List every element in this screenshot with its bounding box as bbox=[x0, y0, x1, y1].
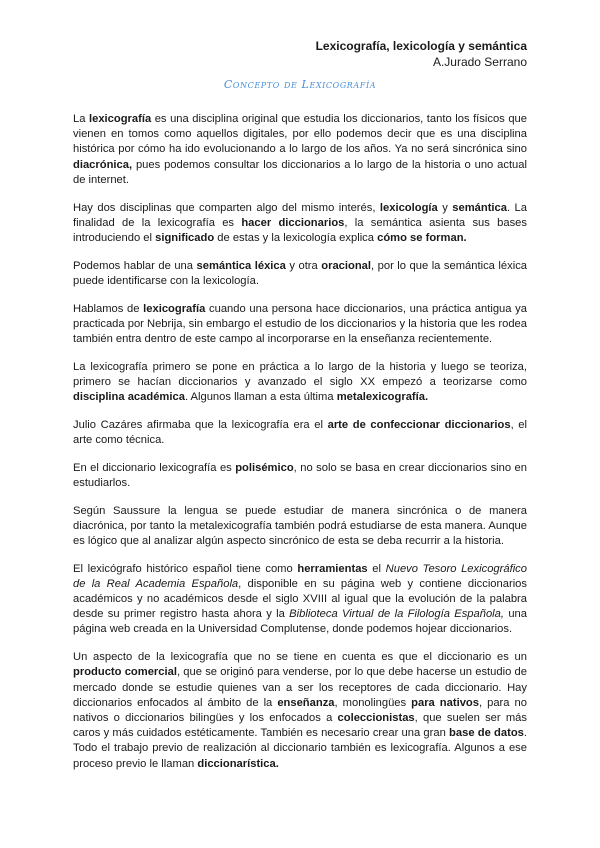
bold-term: herramientas bbox=[297, 562, 368, 575]
paragraph-p6 bbox=[73, 418, 527, 448]
text-segment: . Algunos llaman a esta última bbox=[184, 391, 337, 404]
paragraph-p10 bbox=[73, 650, 527, 772]
paragraph-p1 bbox=[73, 112, 527, 188]
text-segment: . Todo el trabajo previo de realización al diccionario también es lexicografía. Algunos a ese proceso previo le llaman bbox=[73, 727, 527, 770]
bold-term: lexicografía bbox=[143, 302, 206, 315]
italic-title: Nuevo Tesoro Lexicográfico de la Real Academia Española bbox=[73, 562, 527, 590]
text-segment: y otra bbox=[285, 259, 322, 272]
paragraph-p8 bbox=[73, 504, 527, 550]
text-segment: , para no nativos o diccionarios bilingües y los enfocados a bbox=[73, 696, 527, 724]
text-segment: , monolingües bbox=[334, 696, 412, 709]
document-body bbox=[73, 112, 527, 784]
text-segment: Podemos hablar de una bbox=[73, 259, 197, 272]
text-segment: , no solo se basa en crear diccionarios sino en estudiarlos. bbox=[73, 461, 527, 489]
text-segment: Hablamos de bbox=[73, 302, 144, 315]
text-segment: , disponible en su página web y contiene diccionarios académicos y no académicos desde el siglo XVIII al igual que la evolución de la palabra desde su primer registro hasta ahora y la bbox=[73, 577, 528, 621]
text-segment: Según Saussure la lengua se puede estudiar de manera sincrónica o de manera diacrónica, por tanto la metalexicografía también podrá estudiarse de esta manera. Aunque es lógico que al analizar algún aspecto sincrónico de esta se deba recurrir a la historia. bbox=[73, 504, 527, 547]
bold-term: para nativos bbox=[411, 696, 479, 709]
text-segment: , que se originó para venderse, por lo que debe hacerse un estudio de mercado donde se estudie quienes van a ser los receptores de cada diccionario. Hay diccionarios enfocados al ámbito de la bbox=[73, 666, 527, 709]
bold-term: metalexicografía. bbox=[336, 391, 429, 404]
text-segment: cuando una persona hace diccionarios, una práctica antigua ya practicada por Nebrija, sin embargo el estudio de los diccionarios y la historia que les rodea también entra dentro de este campo al incorporarse en la enseñanza recientemente. bbox=[73, 302, 527, 345]
bold-term: oracional bbox=[321, 259, 372, 272]
paragraph-p9 bbox=[73, 562, 527, 638]
bold-term: diacrónica, bbox=[73, 158, 133, 171]
bold-term: hacer diccionarios bbox=[241, 216, 345, 229]
course-title: Lexicografía, lexicología y semántica bbox=[315, 39, 527, 53]
text-segment: el bbox=[367, 562, 386, 575]
paragraph-p7 bbox=[73, 461, 527, 491]
text-segment: La lexicografía primero se pone en práctica a lo largo de la historia y luego se teoriza, primero se hacían diccionarios y avanzado el siglo XX empezó a teorizarse como bbox=[73, 360, 527, 388]
paragraph-p4 bbox=[73, 302, 527, 348]
italic-title: Biblioteca Virtual de la Filología Española, bbox=[289, 608, 504, 621]
bold-term: diccionarística. bbox=[197, 757, 279, 770]
bold-term: lexicología bbox=[379, 201, 438, 214]
bold-term: semántica bbox=[452, 201, 507, 214]
page-title: Concepto de Lexicografía bbox=[223, 78, 377, 91]
bold-term: arte de confeccionar diccionarios bbox=[327, 418, 511, 431]
text-segment: , que suelen ser más caros y más cuidados estéticamente. También es necesario crear una gran bbox=[73, 712, 527, 740]
document-header bbox=[316, 38, 527, 70]
text-segment: pues podemos consultar los diccionarios a lo largo de la historia o uno actual de internet. bbox=[73, 158, 527, 186]
bold-term: producto comercial bbox=[73, 666, 177, 679]
bold-term: polisémico bbox=[235, 461, 294, 474]
bold-term: significado bbox=[155, 231, 215, 244]
text-segment: La bbox=[73, 113, 89, 125]
paragraph-p3 bbox=[73, 259, 527, 289]
text-segment: una página web creada en la Universidad Complutense, donde podemos hojear diccionarios. bbox=[73, 608, 527, 636]
text-segment: . La finalidad de la lexicografía es bbox=[73, 201, 527, 229]
text-segment: Un aspecto de la lexicografía que no se tiene en cuenta es que el diccionario es un bbox=[73, 651, 527, 664]
bold-term: lexicografía bbox=[88, 113, 152, 125]
paragraph-p5 bbox=[73, 360, 527, 406]
text-segment: de estas y la lexicología explica bbox=[214, 231, 378, 244]
text-segment: es una disciplina original que estudia los diccionarios, tanto los físicos que vienen en tomos como aquellos digitales, por ello podemos decir que es una disciplina histórica por cómo ha ido evolucionando a lo largo de los años. Ya no será sincrónica sino bbox=[73, 113, 527, 156]
text-segment: En el diccionario lexicografía es bbox=[73, 461, 236, 474]
bold-term: cómo se forman. bbox=[377, 231, 467, 244]
author-name: A.Jurado Serrano bbox=[432, 55, 527, 69]
text-segment: El lexicógrafo histórico español tiene como bbox=[73, 562, 298, 575]
text-segment: , el arte como técnica. bbox=[73, 418, 527, 446]
bold-term: coleccionistas bbox=[337, 712, 415, 724]
bold-term: enseñanza bbox=[277, 696, 335, 709]
text-segment: Hay dos disciplinas que comparten algo del mismo interés, bbox=[73, 201, 380, 214]
text-segment: , por lo que la semántica léxica puede identificarse con la lexicología. bbox=[73, 259, 528, 287]
bold-term: base de datos bbox=[449, 727, 524, 740]
bold-term: disciplina académica bbox=[73, 391, 185, 404]
paragraph-p2 bbox=[73, 201, 527, 247]
text-segment: , la semántica asienta sus bases introduciendo el bbox=[73, 216, 527, 244]
text-segment: y bbox=[437, 201, 453, 214]
text-segment: Julio Cazáres afirmaba que la lexicografía era el bbox=[73, 418, 328, 431]
bold-term: semántica léxica bbox=[196, 259, 286, 272]
